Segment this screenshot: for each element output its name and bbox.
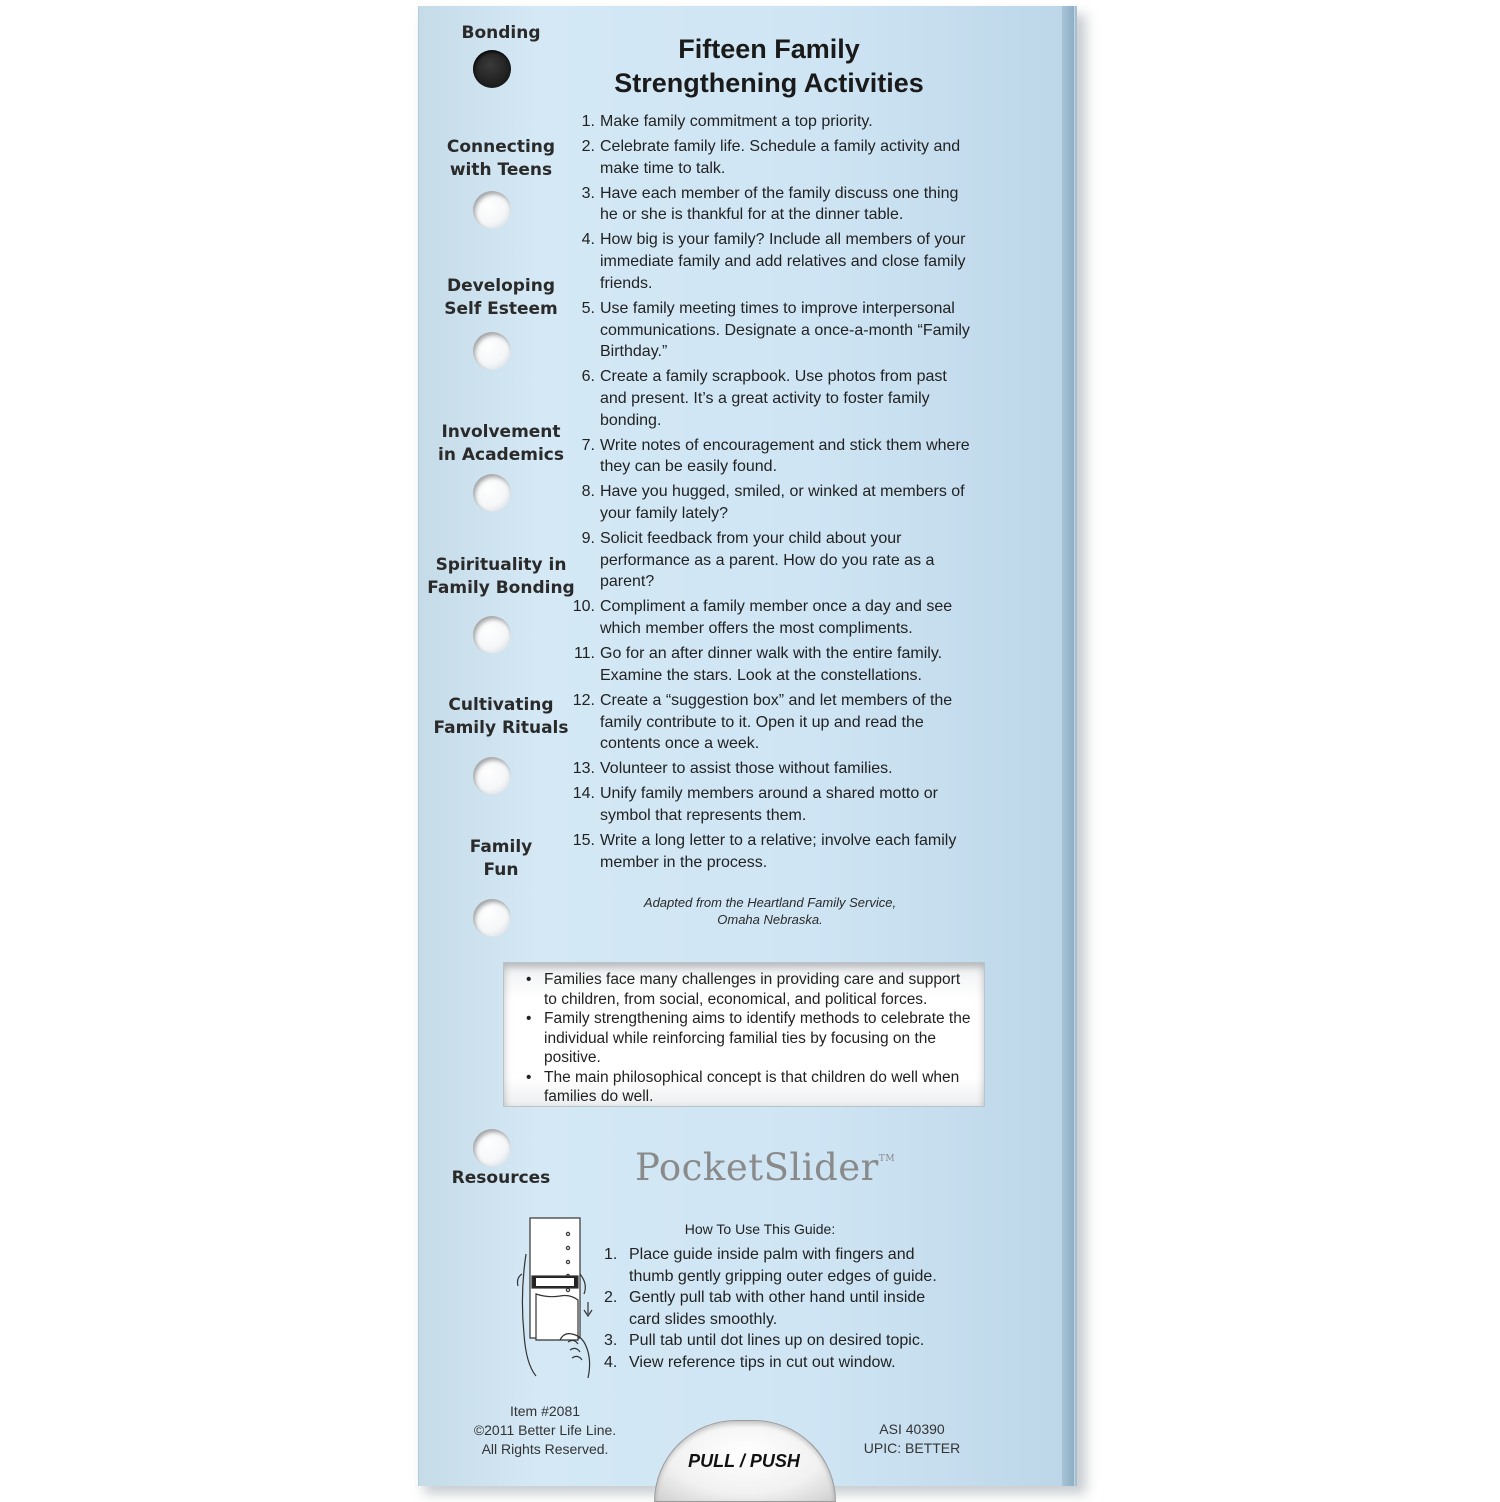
- tab-label-line: Fun: [483, 860, 519, 880]
- item-number: 5.: [581, 299, 595, 317]
- step-text: Gently pull tab with other hand until inside card slides smoothly.: [629, 1289, 926, 1328]
- tab-label-line: Developing: [446, 276, 556, 296]
- tab-label-line: Resources: [451, 1168, 551, 1188]
- tab-label-line: Cultivating: [448, 695, 554, 715]
- item-number: 14.: [572, 785, 595, 803]
- list-item: [564, 481, 974, 524]
- list-item: [564, 183, 974, 226]
- list-item: [564, 435, 974, 478]
- upic-code: UPIC: BETTER: [863, 1440, 961, 1456]
- bullet-text: The main philosophical concept is that children do well when families do well.: [544, 1068, 960, 1105]
- list-item: [564, 528, 974, 593]
- tab-bonding[interactable]: [421, 22, 581, 45]
- item-number: 7.: [581, 436, 595, 454]
- list-item: [564, 596, 974, 639]
- item-text: Create a family scrapbook. Use photos from past and present. It’s a great activity to foster family bonding.: [600, 368, 947, 429]
- activities-list: [564, 111, 974, 877]
- item-number: 6.: [581, 368, 595, 386]
- window-bullet-list: [504, 963, 984, 1107]
- item-number: 4.: [581, 231, 595, 249]
- item-number: 15.: [572, 831, 595, 849]
- list-item: [564, 366, 974, 431]
- tab-label-line: Involvement: [441, 422, 561, 442]
- item-text: Unify family members around a shared motto or symbol that represents them.: [600, 785, 938, 824]
- tab-label-line: Self Esteem: [444, 299, 558, 319]
- tab-involvement-in-academics[interactable]: [421, 421, 581, 467]
- item-text: Solicit feedback from your child about your performance as a parent. How do you rate as a parent?: [600, 530, 935, 591]
- tab-label-line: Spirituality in: [435, 555, 567, 575]
- tab-indicator-hole: [473, 191, 511, 229]
- list-item: [504, 1009, 984, 1068]
- step-number: 2.: [604, 1289, 618, 1307]
- item-text: Write a long letter to a relative; involve each family member in the process.: [600, 831, 957, 871]
- cutout-window: [503, 962, 985, 1107]
- tab-label-line: Family Rituals: [433, 718, 569, 738]
- item-number: 8.: [581, 483, 595, 501]
- copyright: ©2011 Better Life Line.: [473, 1422, 617, 1438]
- credit-line-1: Adapted from the Heartland Family Service,: [643, 895, 897, 910]
- item-number: Item #2081: [509, 1403, 581, 1419]
- item-number: 2.: [581, 138, 595, 155]
- item-number: 11.: [573, 645, 595, 663]
- inner-card-edge: [1062, 6, 1074, 1486]
- bullet-icon: •: [526, 1068, 532, 1086]
- list-item: [564, 229, 974, 294]
- list-item: [564, 111, 974, 133]
- item-number: 12.: [572, 691, 595, 709]
- step-text: Place guide inside palm with fingers and thumb gently gripping outer edges of guide.: [629, 1246, 937, 1285]
- list-item: [564, 830, 974, 873]
- bullet-icon: •: [526, 971, 532, 988]
- item-text: Write notes of encouragement and stick them where they can be easily found.: [600, 436, 970, 476]
- item-text: Celebrate family life. Schedule a family activity and make time to talk.: [600, 138, 961, 177]
- hand-holding-guide-icon: [512, 1214, 604, 1384]
- item-number: 3.: [581, 184, 595, 202]
- bullet-text: Families face many challenges in providing care and support to children, from social, economical, and political forces.: [544, 971, 961, 1008]
- item-text: Use family meeting times to improve interpersonal communications. Designate a once-a-month “Family Birthday.”: [600, 299, 970, 361]
- item-text: Go for an after dinner walk with the entire family. Examine the stars. Look at the constellations.: [600, 645, 943, 684]
- title-line-2: Strengthening Activities: [614, 68, 924, 98]
- tab-label-line: Connecting: [446, 137, 556, 157]
- tab-indicator-hole-active: [473, 50, 511, 88]
- item-number: 10.: [572, 598, 595, 616]
- list-item: [504, 970, 984, 1009]
- howto-steps: [604, 1244, 944, 1374]
- brand-name: PocketSlider: [635, 1146, 879, 1189]
- tab-developing-self-esteem[interactable]: [421, 275, 581, 321]
- item-info: [462, 1402, 628, 1459]
- brand-logo: [635, 1146, 895, 1189]
- list-item: [564, 298, 974, 363]
- item-number: 9.: [581, 530, 595, 548]
- tab-connecting-with-teens[interactable]: [421, 136, 581, 182]
- pull-push-label: PULL / PUSH: [688, 1451, 800, 1471]
- step-number: 4.: [604, 1353, 618, 1371]
- tab-family-fun[interactable]: [421, 836, 581, 882]
- bullet-icon: •: [526, 1010, 532, 1027]
- bullet-text: Family strengthening aims to identify methods to celebrate the individual while reinforcing familial ties by focusing on the positive.: [544, 1010, 971, 1066]
- tab-indicator-hole: [473, 899, 511, 937]
- list-item: [604, 1330, 944, 1352]
- list-item: [564, 690, 974, 755]
- tab-indicator-hole: [473, 616, 511, 654]
- source-credit: [600, 894, 940, 928]
- list-item: [564, 783, 974, 826]
- item-text: Make family commitment a top priority.: [600, 113, 873, 130]
- tab-label-line: in Academics: [438, 445, 564, 465]
- item-number: 13.: [572, 760, 595, 778]
- tab-indicator-hole: [473, 757, 511, 795]
- item-text: Compliment a family member once a day and see which member offers the most compliments.: [600, 598, 953, 638]
- rights: All Rights Reserved.: [481, 1441, 609, 1457]
- list-item: [504, 1068, 984, 1107]
- list-item: [604, 1287, 944, 1330]
- howto-title: How To Use This Guide:: [684, 1221, 836, 1237]
- step-number: 1.: [604, 1246, 618, 1263]
- page-title: [578, 32, 960, 100]
- tab-spirituality-in-family-bonding[interactable]: [421, 554, 581, 600]
- list-item: [564, 136, 974, 179]
- asi-number: ASI 40390: [879, 1421, 945, 1437]
- tab-indicator-hole: [473, 332, 511, 370]
- tab-label-line: Family Bonding: [427, 578, 575, 598]
- title-line-1: Fifteen Family: [678, 34, 860, 64]
- item-text: Volunteer to assist those without families.: [600, 760, 893, 778]
- list-item: [604, 1244, 944, 1287]
- tab-cultivating-family-rituals[interactable]: [421, 694, 581, 740]
- trademark-mark: TM: [878, 1154, 896, 1164]
- step-text: Pull tab until dot lines up on desired topic.: [629, 1332, 925, 1350]
- item-number: 1.: [581, 113, 595, 130]
- step-text: View reference tips in cut out window.: [629, 1353, 896, 1371]
- tab-indicator-hole: [473, 474, 511, 512]
- tab-label-line: with Teens: [449, 160, 553, 180]
- supplier-info: [862, 1420, 962, 1458]
- step-number: 3.: [604, 1332, 618, 1350]
- list-item: [564, 758, 974, 780]
- tab-resources[interactable]: [421, 1167, 581, 1190]
- item-text: Have each member of the family discuss one thing he or she is thankful for at the dinner table.: [600, 184, 959, 224]
- list-item: [564, 643, 974, 686]
- item-text: Create a “suggestion box” and let members of the family contribute to it. Open it up and read the contents once a week.: [600, 691, 953, 753]
- credit-line-2: Omaha Nebraska.: [717, 912, 823, 927]
- tab-label-line: Family: [469, 837, 533, 857]
- tab-label-line: Bonding: [461, 23, 541, 43]
- list-item: [604, 1352, 944, 1374]
- tab-indicator-hole: [473, 1129, 511, 1167]
- item-text: Have you hugged, smiled, or winked at members of your family lately?: [600, 483, 965, 523]
- item-text: How big is your family? Include all members of your immediate family and add relatives and close family friends.: [600, 231, 966, 292]
